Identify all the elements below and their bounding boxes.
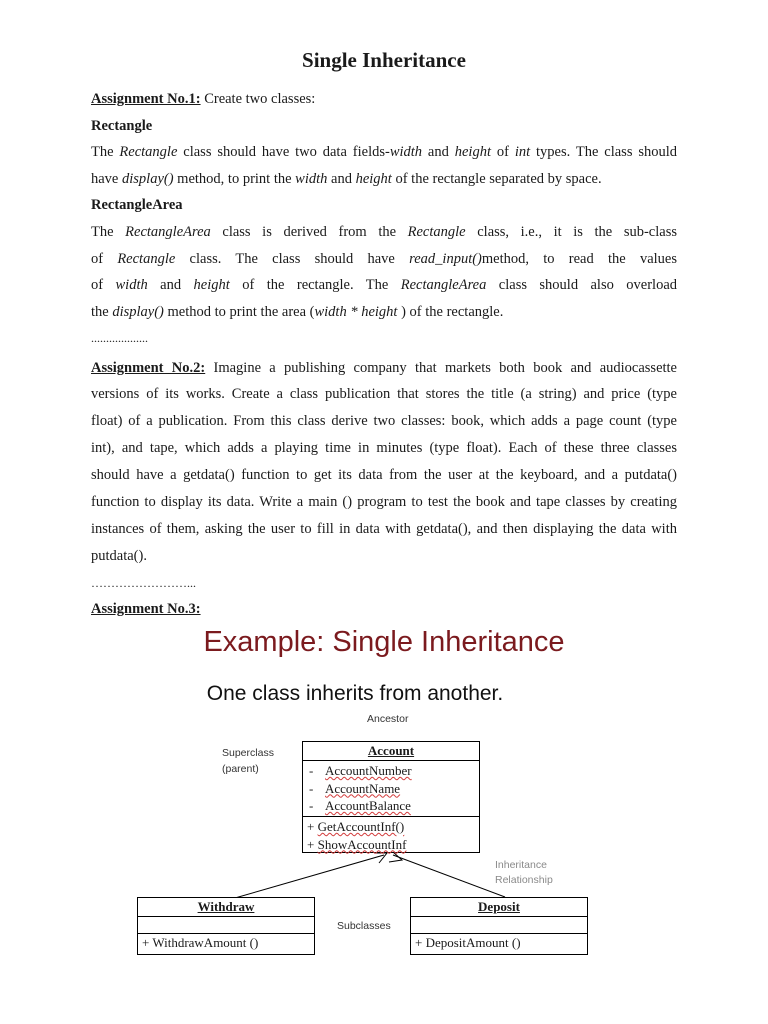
diagram-title: Example: Single Inheritance (203, 626, 565, 658)
withdraw-attributes (138, 917, 314, 934)
rectanglearea-line-3: of width and height of the rectangle. The RectangleArea class should also overload (91, 277, 678, 293)
account-attribute: - AccountNumber (309, 763, 412, 778)
account-method: + ShowAccountInf (307, 836, 407, 852)
rectangle-heading: Rectangle (91, 118, 153, 134)
italic-term: width * height (314, 304, 398, 320)
assignment-2-line-4: int), and tape, which adds a playing time in minutes (type float). Each of these three classes (91, 440, 677, 456)
withdraw-methods (138, 934, 314, 952)
assignment-2-line-2: versions of its works. Create a class publication that stores the title (a string) and price (type (91, 386, 677, 402)
assignment-3-label: Assignment No.3: (91, 601, 201, 617)
deposit-method: + DepositAmount () (415, 935, 521, 950)
italic-term: display() (122, 171, 174, 187)
italic-term: Rectangle (407, 224, 466, 240)
inheritance-label-2: Relationship (495, 874, 553, 886)
italic-term: int (514, 144, 531, 160)
withdraw-class-name: Withdraw (138, 898, 314, 917)
account-methods (303, 817, 479, 853)
assignment-2-line-7: instances of them, asking the user to fill in data with getdata(), and then displaying the data with (91, 521, 677, 537)
superclass-label: Superclass (222, 747, 274, 759)
account-class-box (302, 741, 480, 853)
italic-term: Rectangle (119, 144, 178, 160)
assignment-2-line-1: Assignment No.2: Imagine a publishing company that markets both book and audiocassette (91, 360, 677, 376)
deposit-class-name: Deposit (411, 898, 587, 917)
assignment-2-line-3: float) of a publication. From this class derive two classes: book, which adds a page count (type (91, 413, 677, 429)
parent-label: (parent) (222, 763, 259, 775)
italic-term: width (295, 171, 328, 187)
ancestor-label: Ancestor (367, 713, 409, 725)
italic-term: read_input() (409, 251, 482, 267)
italic-term: height (193, 277, 230, 293)
italic-term: RectangleArea (125, 224, 211, 240)
withdraw-arrowhead (374, 853, 387, 863)
account-attributes (303, 761, 479, 817)
assignment-2-line-5: should have a getdata() function to get its data from the user at the keyboard, and a putdata() (91, 467, 677, 483)
rectangle-line-1: The Rectangle class should have two data fields-width and height of int types. The class should (91, 144, 678, 160)
rectangle-line-2: have display() method, to print the width and height of the rectangle separated by space. (91, 171, 602, 187)
italic-term: width (115, 277, 148, 293)
account-method: + GetAccountInf() (307, 819, 405, 834)
deposit-arrowhead (389, 852, 402, 862)
italic-term: RectangleArea (400, 277, 487, 293)
withdraw-class-box (137, 897, 315, 955)
assignment-1-intro-text: Create two classes: (200, 91, 316, 107)
deposit-attributes (411, 917, 587, 934)
separator-2: ……………………... (91, 576, 196, 590)
deposit-methods (411, 934, 587, 952)
rectanglearea-line-1: The RectangleArea class is derived from the Rectangle class, i.e., it is the sub-class (91, 224, 677, 240)
separator-1: ................... (91, 331, 148, 345)
account-attribute: - AccountName (309, 780, 401, 796)
deposit-class-box (410, 897, 588, 955)
account-class-name: Account (303, 742, 479, 761)
italic-term: display() (112, 304, 164, 320)
account-attribute: - AccountBalance (309, 798, 411, 813)
subclasses-label: Subclasses (337, 920, 391, 932)
assignment-1-label: Assignment No.1: (91, 91, 201, 107)
rectanglearea-line-4: the display() method to print the area (width * height ) of the rectangle. (91, 304, 504, 320)
withdraw-inheritance-line (235, 855, 384, 898)
assignment-2-line-8: putdata(). (91, 548, 147, 564)
deposit-inheritance-line (393, 855, 505, 897)
italic-term: Rectangle (117, 251, 176, 267)
inheritance-label-1: Inheritance (495, 859, 547, 871)
rectanglearea-heading: RectangleArea (91, 197, 183, 213)
rectanglearea-line-2: of Rectangle class. The class should have read_input()method, to read the values (91, 251, 677, 267)
italic-term: width (389, 144, 423, 160)
italic-term: height (454, 144, 491, 160)
diagram-subtitle: One class inherits from another. (206, 682, 504, 705)
withdraw-method: + WithdrawAmount () (142, 935, 259, 950)
assignment-2-line-6: function to display its data. Write a main () program to test the book and tape classes by creating (91, 494, 677, 510)
page-title: Single Inheritance (302, 48, 466, 72)
italic-term: height (355, 171, 392, 187)
assignment-2-label: Assignment No.2: (91, 360, 206, 376)
